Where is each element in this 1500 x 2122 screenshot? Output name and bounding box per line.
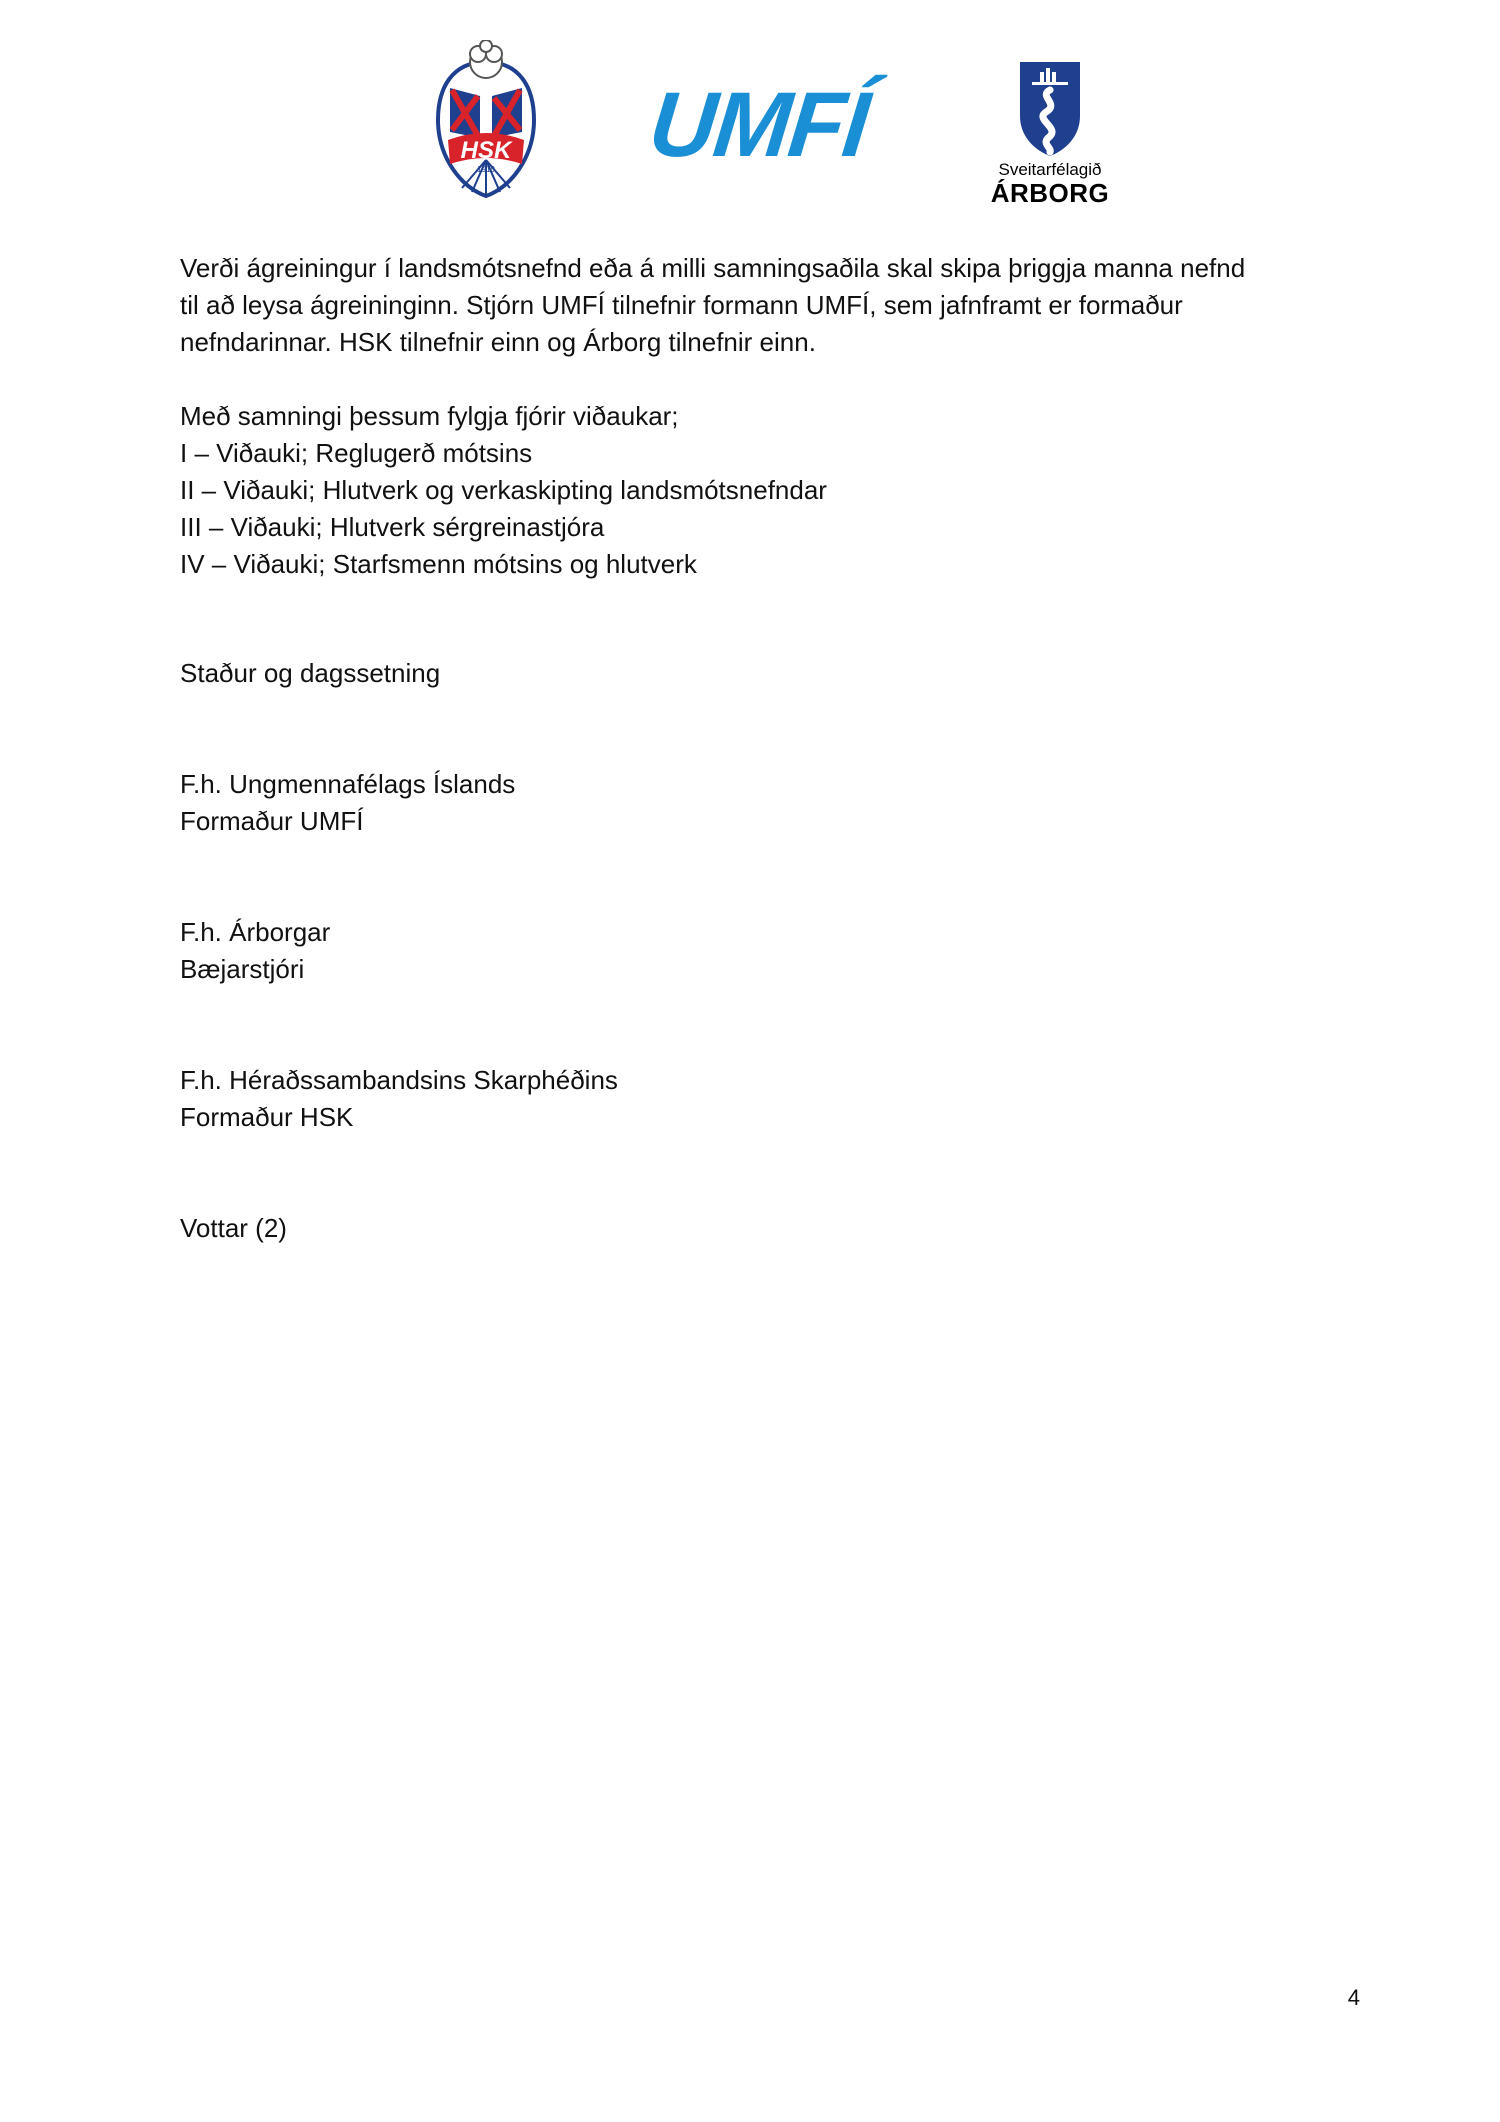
annex-intro: Með samningi þessum fylgja fjórir viðaukar;: [180, 401, 679, 431]
umfi-logo: [644, 70, 873, 180]
hsk-logo: [432, 40, 540, 200]
signature-role: Formaður UMFÍ: [180, 806, 364, 836]
signature-role: Formaður HSK: [180, 1102, 354, 1132]
signature-block-hsk: [180, 1062, 1340, 1136]
arborg-shield-icon: [980, 58, 1120, 158]
paragraph-line: til að leysa ágreininginn. Stjórn UMFÍ tilnefnir formann UMFÍ, sem jafnframt er formaður: [180, 290, 1183, 320]
svg-text:1910: 1910: [477, 165, 495, 174]
signature-org: F.h. Árborgar: [180, 917, 331, 947]
disagreement-paragraph: [180, 250, 1340, 361]
arborg-title: ÁRBORG: [990, 178, 1110, 208]
annex-item: II – Viðauki; Hlutverk og verkaskipting landsmótsnefndar: [180, 475, 827, 505]
hsk-emblem-icon: [432, 40, 540, 200]
annex-list: [180, 398, 1340, 583]
annex-item: I – Viðauki; Reglugerð mótsins: [180, 438, 533, 468]
arborg-subtitle: Sveitarfélagið: [998, 160, 1102, 179]
paragraph-line: Verði ágreiningur í landsmótsnefnd eða á milli samningsaðila skal skipa þriggja manna nefnd: [180, 253, 1246, 283]
place-date-label: Staður og dagssetning: [180, 658, 441, 688]
signature-org: F.h. Héraðssambandsins Skarphéðins: [180, 1065, 618, 1095]
page-number: 4: [1347, 1985, 1360, 2010]
signature-role: Bæjarstjóri: [180, 954, 305, 984]
signature-block-arborg: [180, 914, 1340, 988]
annex-item: III – Viðauki; Hlutverk sérgreinastjóra: [180, 512, 605, 542]
place-and-date: [180, 655, 1340, 692]
paragraph-line: nefndarinnar. HSK tilnefnir einn og Árborg tilnefnir einn.: [180, 327, 816, 357]
witnesses-label: Vottar (2): [180, 1213, 287, 1243]
arborg-logo: [980, 58, 1120, 208]
signature-org: F.h. Ungmennafélags Íslands: [180, 769, 516, 799]
witnesses: [180, 1210, 1340, 1247]
annex-item: IV – Viðauki; Starfsmenn mótsins og hlutverk: [180, 549, 697, 579]
umfi-wordmark: UMFÍ: [644, 74, 873, 176]
logo-header: [0, 40, 1500, 210]
signature-block-umfi: [180, 766, 1340, 840]
svg-text:HSK: HSK: [460, 137, 512, 164]
